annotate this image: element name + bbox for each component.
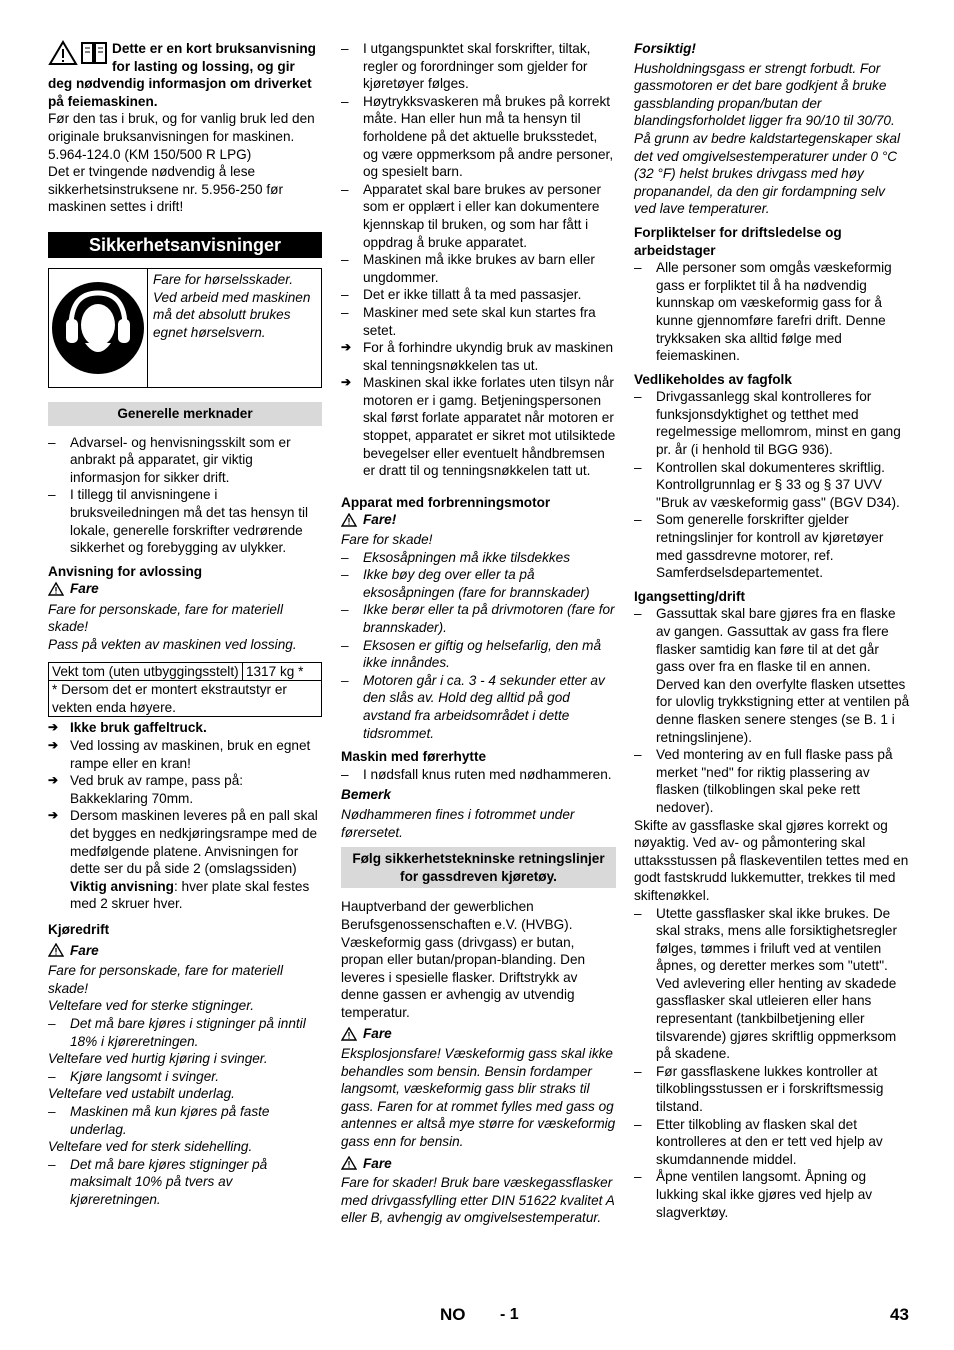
list-item: – Gassuttak skal bare gjøres fra en flaske av gangen. Gassuttak av gass fra flere flasker samtidig kan føre til at det går gass over fra en flaske til en annen. Derved kan den overfylte flasken utsettes for ulovlig trykkstigning etter at ventilen på denne flasken senere stenges (se B. 1 i retningslinjene). [634, 605, 910, 746]
start-list [634, 605, 910, 816]
list-item: – I tillegg til anvisningene i bruksveiledningen må det tas hensyn til lokale, generelle forskrifter vedrørende sikkerhet og forebygging av ulykker. [48, 486, 322, 556]
warning-icon [341, 1156, 357, 1170]
engine-list [341, 549, 616, 743]
unloading-title: Anvisning for avlossing [48, 563, 203, 579]
weight-label: Vekt tom (uten utbyggingsstelt) [49, 662, 243, 681]
section-title: Sikkerhetsanvisninger [48, 232, 322, 258]
explosion-warning [341, 1025, 616, 1043]
list-item: ➔ Maskinen skal ikke forlates uten tilsyn når motoren er i gamg. Betjeningspersonen skal først forlate apparatet når motoren er stoppet, apparatet er sikret mot utilsiktede bevegelser eller eventuelt håndbremsen er dratt til og tenningsnøkkelen tatt ut. [341, 374, 616, 480]
unloading-steps [48, 719, 322, 913]
gas-paragraph: Hauptverband der gewerblichen Berufsgenossenschaften e.V. (HVBG). Væskeformig gass (drivgass) er butan, propan eller butan/propan-blanding. Den leveres i spesielle flasker. Driftstrykk av denne gassen er avhengig av utvendig temperatur. [341, 899, 586, 1020]
duties-list [634, 259, 910, 365]
list-item: – Etter tilkobling av flasken skal det kontrolleres at den er tett ved hjelp av skumdannende middel. [634, 1116, 910, 1169]
warning-icon [341, 513, 357, 527]
warning-label: Fare [363, 1026, 392, 1042]
list-item: – Eksosåpningen må ikke tilsdekkes [341, 549, 616, 567]
list-item: – Høytrykksvaskeren må brukes på korrekt måte. Han eller hun må ta hensyn til forholdene på det aktuelle bruksstedet, og være oppmerksom på andre personer, og spesielt barn. [341, 93, 616, 181]
driving-text-1: Fare for personskade, fare for materiell skade! [48, 963, 283, 996]
duties-title: Forpliktelser for driftsledelse og arbeidstager [634, 224, 842, 258]
list-item: ➔ Ved bruk av rampe, pass på: Bakkeklaring 70mm. [48, 772, 322, 807]
driving-title: Kjøredrift [48, 921, 110, 937]
footer-page-number: 43 [890, 1305, 909, 1324]
list-item: – Apparatet skal bare brukes av personer som er opplært i eller kan dokumentere kjennskap til bruken, og som har fått i oppdrag å bruke apparatet. [341, 181, 616, 251]
intro-p1: Før den tas i bruk, og for vanlig bruk led den originale bruksanvisningen for maskinen. [48, 111, 315, 144]
caution-text: Husholdningsgass er strengt forbudt. For gassmotoren er det bare godkjent å bruke gassblanding propan/butan der blandingsforholdet ligger fra 90/10 til 30/70. På grunn av bedre kaldstartegenskaper skal det ved omgivelsestemperaturer under 0 °C (32 °F) helst brukes drivgass med høy propanandel, da den gir fordampning selv ved lave temperaturer. [634, 60, 900, 217]
list-item: – Motoren går i ca. 3 - 4 sekunder etter av den slås av. Hold deg alltid på god avstand fra arbeidsområdet i dette tidsrommet. [341, 672, 616, 742]
weight-table [48, 662, 322, 718]
note-title: Bemerk [341, 787, 391, 803]
step-rest: : hver plate skal festes med 2 skruer hver. [70, 878, 310, 912]
list-item: ➔ Ved lossing av maskinen, bruk en egnet rampe eller en kran! [48, 737, 322, 772]
cab-title: Maskin med førerhytte [341, 749, 487, 765]
driving-list-2 [48, 1068, 322, 1086]
list-item: – Det må bare kjøres stigninger på maksimalt 10% på tvers av kjøreretningen. [48, 1156, 322, 1209]
driving-text-3: Veltefare ved hurtig kjøring i svinger. [48, 1051, 268, 1067]
warning-label: Fare! [363, 512, 397, 528]
maintenance-title: Vedlikeholdes av fagfolk [634, 371, 792, 387]
list-item: – Kjøre langsomt i svinger. [48, 1068, 322, 1086]
general-title: Generelle merknader [48, 402, 322, 426]
weight-value: 1317 kg * [242, 662, 321, 681]
driving-list-3 [48, 1103, 322, 1138]
driving-list-4 [48, 1156, 322, 1209]
list-item: – I utgangspunktet skal forskrifter, tiltak, regler og forordninger som gjelder for kjøretøyer følges. [341, 40, 616, 93]
list-item: – Ikke berør eller ta på drivmotoren (fare for brannskader). [341, 601, 616, 636]
intro-icons [48, 40, 108, 66]
column-1 [48, 40, 322, 1208]
bottle-warning [341, 1155, 616, 1173]
footer-page-sub: - 1 [500, 1306, 519, 1323]
warning-icon [341, 1027, 357, 1041]
list-item: ➔ For å forhindre ukyndig bruk av maskinen skal tenningsnøkkelen tas ut. [341, 339, 616, 374]
weight-note: * Dersom det er montert ekstrautstyr er vekten enda høyere. [49, 681, 322, 717]
list-item: – Kontrollen skal dokumenteres skriftlig. Kontrollgrunnlag er § 33 og § 37 UVV "Bruk av væskeformig gass" (BGV D34). [634, 459, 910, 512]
list-item: – Som generelle forskrifter gjelder retningslinjer for kontroll av kjøretøyer med gassdrevne motorer, ref. Samferdselsdepartementet. [634, 511, 910, 581]
list-item: – Advarsel- og henvisningsskilt som er anbrakt på apparatet, gir viktig informasjon for sikker drift. [48, 434, 322, 487]
engine-warning [341, 511, 616, 529]
bottle-text: Fare for skader! Bruk bare væskegassflasker med drivgassfylling etter DIN 51622 kvalitet A eller B, avhengig av omgivelsestemperatur. [341, 1175, 615, 1226]
step-text: Dersom maskinen leveres på en pall skal det bygges en nedkjøringsrampe med de medfølgende platene. Anvisningen for dette ser du på side 2 (omslagssiden) [70, 808, 318, 877]
unloading-text-2: Pass på vekten av maskinen ved lossing. [48, 637, 297, 653]
step-important: Viktig anvisning [70, 878, 174, 894]
list-item: – Ved montering av en full flaske pass på merket "ned" for riktig plassering av flasken (tilkoblingen skal peke rett nedover). [634, 746, 910, 816]
intro-bold: Dette er en kort bruksanvisning for lasting og lossing, og gir deg nødvendig informasjon om driverket på feiemaskinen. [48, 41, 316, 109]
swap-list [634, 905, 910, 1222]
intro-p2: 5.964-124.0 (KM 150/500 R LPG) [48, 146, 252, 162]
driving-text-5: Veltefare ved for sterk sidehelling. [48, 1139, 253, 1155]
warning-icon [48, 943, 64, 957]
list-item: – Maskinen må kun kjøres på faste underlag. [48, 1103, 322, 1138]
list-item: ➔ Ikke bruk gaffeltruck. [48, 719, 322, 737]
list-item: – Det må bare kjøres i stigninger på inntil 18% i kjøreretningen. [48, 1015, 322, 1050]
intro [48, 40, 322, 110]
list-item: – Utette gassflasker skal ikke brukes. De skal straks, mens alle forsiktighetsregler følges, tømmes i friluft ved at ventilen åpnes, og deretter merkes som "utett". Ved avlevering eller henting av skadede gassflasker skal utleieren eller hans representant (tankbilbetjening eller tilsvarende) gjøres skriftlig oppmerksom på skadene. [634, 905, 910, 1063]
warning-label: Fare [70, 942, 99, 958]
start-title: Igangsetting/drift [634, 588, 746, 604]
list-item: – Før gassflaskene lukkes kontroller at tilkoblingsstussen er i forskriftsmessig tilstand. [634, 1063, 910, 1116]
explosion-text: Eksplosjonsfare! Væskeformig gass skal ikke behandles som bensin. Bensin fordamper langsomt, væskeformig gass blir straks til gass. Faren for at rommet fylles med gass og antennes er altså mye større for væskeformig gass enn for bensin. [341, 1046, 616, 1150]
column-3 [634, 40, 910, 1221]
engine-title: Apparat med forbrenningsmotor [341, 494, 551, 510]
gas-guidelines-title: Følg sikkerhetstekninske retningslinjer for gassdreven kjøretøy. [341, 847, 616, 888]
rules-list [341, 40, 616, 339]
unloading-warning [48, 580, 322, 598]
warning-label: Fare [70, 581, 99, 597]
rules-arrows [341, 339, 616, 480]
general-list [48, 434, 322, 557]
warning-icon [48, 582, 64, 596]
driving-text-2: Veltefare ved for sterke stigninger. [48, 998, 255, 1014]
driving-warning [48, 942, 322, 960]
intro-p3: Det er tvingende nødvendig å lese sikkerhetsinstruksene nr. 5.956-250 før maskinen settes i drift! [48, 164, 283, 215]
column-2 [341, 40, 616, 1227]
cab-list [341, 766, 616, 784]
hearing-protection-icon [49, 269, 148, 387]
caution-title: Forsiktig! [634, 41, 696, 56]
list-item: – Det er ikke tillatt å ta med passasjer. [341, 286, 616, 304]
list-item: – Maskiner med sete skal kun startes fra setet. [341, 304, 616, 339]
list-item [48, 807, 322, 913]
warning-label: Fare [363, 1155, 392, 1171]
list-item: – Eksosen er giftig og helsefarlig, den må ikke innåndes. [341, 637, 616, 672]
list-item: – Drivgassanlegg skal kontrolleres for funksjonsdyktighet og tetthet med regelmessige mellomrom, minst en gang pr. år (i henhold til BGG 936). [634, 388, 910, 458]
list-item: – I nødsfall knus ruten med nødhammeren. [341, 766, 616, 784]
manual-icon [80, 40, 108, 66]
list-item: – Åpne ventilen langsomt. Åpning og lukking skal ikke gjøres ved hjelp av slagverktøy. [634, 1168, 910, 1221]
driving-list-1 [48, 1015, 322, 1050]
note-text: Nødhammeren fines i fotrommet under førersetet. [341, 806, 575, 840]
hearing-protection-box [48, 268, 322, 388]
driving-text-4: Veltefare ved ustabilt underlag. [48, 1086, 235, 1102]
maintenance-list [634, 388, 910, 582]
list-item: – Alle personer som omgås væskeformig gass er forpliktet til å ha nødvendig kunnskap om væskeformig gass for å kunne gjennomføre farefri drift. Denne trykksaken ska alltid følge med feiemaskinen. [634, 259, 910, 365]
list-item: – Ikke bøy deg over eller ta på eksosåpningen (fare for brannskader) [341, 566, 616, 601]
warning-icon [48, 40, 78, 66]
swap-paragraph: Skifte av gassflaske skal gjøres korrekt og nøyaktig. Ved av- og påmontering skal uttaksstussen på flaskeventilen tettes med en godt fastskrudd lukkemutter, trekkes til med skiftenøkkel. [634, 817, 909, 903]
hearing-protection-text: Fare for hørselsskader. Ved arbeid med maskinen må det absolutt brukes egnet hørselsvern. [153, 271, 311, 340]
list-item: – Maskinen må ikke brukes av barn eller ungdommer. [341, 251, 616, 286]
engine-text: Fare for skade! [341, 532, 433, 548]
unloading-text-1: Fare for personskade, fare for materiell skade! [48, 601, 283, 635]
footer-lang: NO [440, 1305, 466, 1324]
